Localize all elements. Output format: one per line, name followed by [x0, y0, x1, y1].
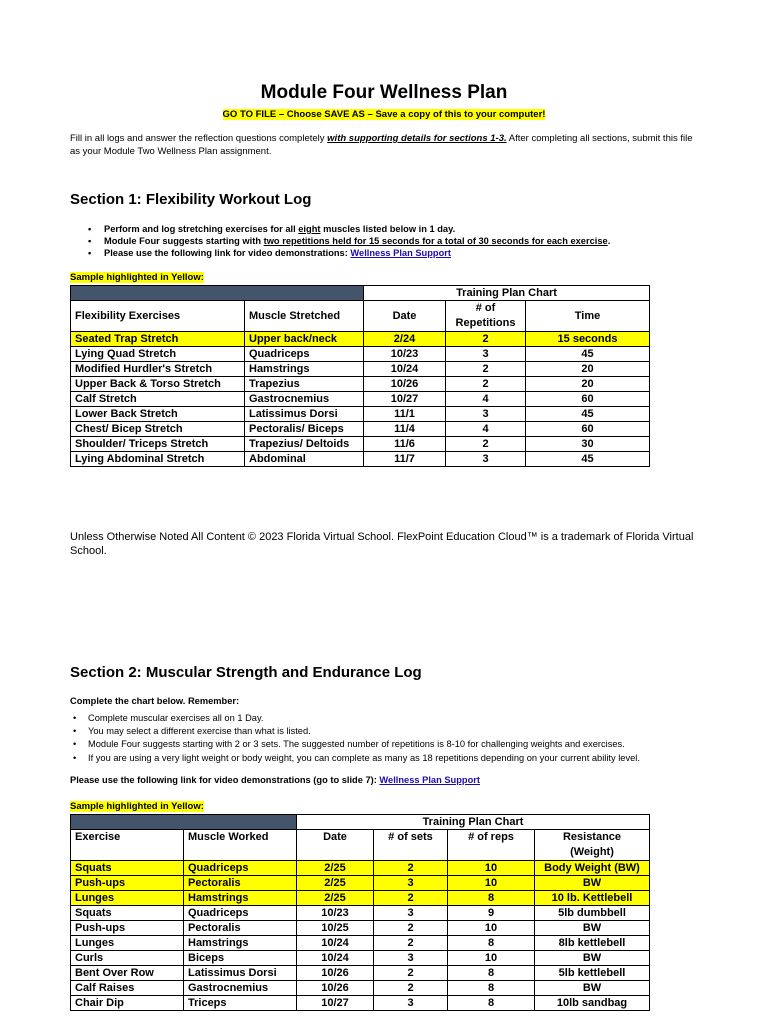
table-row: [71, 452, 650, 467]
table-row: [71, 966, 650, 981]
table-cell: Seated Trap Stretch: [71, 332, 245, 347]
table-cell: 2/25: [297, 891, 374, 906]
table-cell: Squats: [71, 906, 184, 921]
table-row: [71, 332, 650, 347]
table-row: [71, 437, 650, 452]
bullet-icon: •: [73, 739, 77, 750]
section1-heading: Section 1: Flexibility Workout Log: [70, 191, 312, 208]
table-cell: 10/24: [297, 951, 374, 966]
column-header: # of reps: [448, 830, 535, 861]
table-cell: Chest/ Bicep Stretch: [71, 422, 245, 437]
table-cell: 2/24: [364, 332, 446, 347]
column-header: [446, 301, 526, 332]
column-header: Exercise: [71, 830, 184, 861]
table-cell: 4: [446, 392, 526, 407]
table-cell: 2/25: [297, 861, 374, 876]
table-cell: 2/25: [297, 876, 374, 891]
column-header: Date: [364, 301, 446, 332]
bullet-text: .: [607, 236, 611, 247]
table-cell: Push-ups: [71, 876, 184, 891]
table-cell: Lunges: [71, 936, 184, 951]
table-cell: BW: [535, 876, 650, 891]
table-cell: Pectoralis: [184, 921, 297, 936]
table-cell: 10: [448, 876, 535, 891]
table-cell: 45: [526, 407, 650, 422]
table-cell: 8: [448, 996, 535, 1011]
table-cell: 10/27: [364, 392, 446, 407]
table-cell: Quadriceps: [245, 347, 364, 362]
column-header: Time: [526, 301, 650, 332]
table-cell: 20: [526, 362, 650, 377]
table-cell: 3: [446, 452, 526, 467]
table-cell: Gastrocnemius: [184, 981, 297, 996]
table-row: [71, 861, 650, 876]
flexibility-training-table: [70, 285, 650, 467]
table-cell: BW: [535, 951, 650, 966]
table-cell: 10/24: [297, 936, 374, 951]
table-cell: Gastrocnemius: [245, 392, 364, 407]
table-cell: 10lb sandbag: [535, 996, 650, 1011]
table-cell: 10/26: [364, 377, 446, 392]
table-cell: Triceps: [184, 996, 297, 1011]
section1-sample-label: [70, 272, 204, 283]
table-cell: Shoulder/ Triceps Stretch: [71, 437, 245, 452]
table-cell: Upper Back & Torso Stretch: [71, 377, 245, 392]
bullet-emph: two repetitions held for 15 seconds for a total of 30 seconds for each exercise: [263, 236, 608, 247]
table-cell: 2: [446, 437, 526, 452]
table-cell: 5lb kettlebell: [535, 966, 650, 981]
save-instruction-text: GO TO FILE – Choose SAVE AS – Save a copy of this to your computer!: [222, 109, 546, 120]
sample-label-text: Sample highlighted in Yellow:: [70, 801, 204, 812]
table-cell: 3: [446, 347, 526, 362]
table-cell: Hamstrings: [184, 891, 297, 906]
table-cell: 20: [526, 377, 650, 392]
table-cell: 45: [526, 347, 650, 362]
page-title: Module Four Wellness Plan: [260, 82, 508, 103]
bullet-icon: •: [88, 224, 92, 234]
sample-label-text: Sample highlighted in Yellow:: [70, 272, 204, 283]
list-item: [70, 725, 710, 738]
bullet-icon: •: [73, 713, 77, 723]
table-cell: Quadriceps: [184, 906, 297, 921]
table-row: [71, 392, 650, 407]
table-row: [71, 407, 650, 422]
wellness-plan-support-link[interactable]: Wellness Plan Support: [379, 775, 480, 785]
table-cell: 2: [374, 981, 448, 996]
table-cell: 11/1: [364, 407, 446, 422]
table-row: [71, 422, 650, 437]
table-cell: Lunges: [71, 891, 184, 906]
table-cell: 4: [446, 422, 526, 437]
table-cell: 8: [448, 966, 535, 981]
table-cell: Squats: [71, 861, 184, 876]
table-cell: 10: [448, 921, 535, 936]
column-header-text: # of Repetitions: [455, 302, 516, 329]
table-cell: Body Weight (BW): [535, 861, 650, 876]
column-header: Muscle Worked: [184, 830, 297, 861]
table-cell: 2: [446, 377, 526, 392]
table-row: [71, 876, 650, 891]
column-header: Flexibility Exercises: [71, 301, 245, 332]
list-item: [70, 247, 710, 259]
table-cell: 10/24: [364, 362, 446, 377]
column-header-line: Resistance: [562, 831, 622, 843]
list-item: [70, 712, 710, 725]
table-cell: 30: [526, 437, 650, 452]
table-cell: Abdominal: [245, 452, 364, 467]
table-cell: Quadriceps: [184, 861, 297, 876]
chart-title: Training Plan Chart: [364, 286, 650, 301]
column-header: Muscle Stretched: [245, 301, 364, 332]
table-cell: Hamstrings: [245, 362, 364, 377]
table-cell: 3: [374, 996, 448, 1011]
section2-link-line: [70, 775, 710, 785]
table-row: [71, 981, 650, 996]
table-cell: 2: [374, 861, 448, 876]
bullet-text: muscles listed below in 1 day.: [320, 224, 456, 234]
bullet-text: Module Four suggests starting with 2 or 3 sets. The suggested number of repetitions is 8-10 for challenging weights and exercises.: [88, 739, 625, 750]
column-header: # of sets: [374, 830, 448, 861]
strength-training-table: [70, 814, 650, 1011]
table-cell: 2: [374, 936, 448, 951]
bullet-text: Perform and log stretching exercises for all: [104, 224, 299, 234]
list-item: [70, 223, 710, 235]
bullet-text: Complete muscular exercises all on 1 Day.: [88, 713, 264, 723]
table-cell: 3: [374, 876, 448, 891]
bullet-icon: •: [88, 248, 92, 259]
table-cell: 15 seconds: [526, 332, 650, 347]
table-cell: 10/26: [297, 966, 374, 981]
table-cell: 10 lb. Kettlebell: [535, 891, 650, 906]
table-cell: 11/4: [364, 422, 446, 437]
table-cell: 3: [374, 951, 448, 966]
table-cell: 60: [526, 422, 650, 437]
intro-paragraph: [70, 133, 700, 158]
table-row: [71, 921, 650, 936]
table-cell: 11/7: [364, 452, 446, 467]
table-cell: 9: [448, 906, 535, 921]
table-cell: Curls: [71, 951, 184, 966]
bullet-icon: •: [73, 752, 77, 763]
link-line-text: Please use the following link for video demonstrations (go to slide 7):: [70, 775, 380, 785]
table-cell: Biceps: [184, 951, 297, 966]
table-header-blank: [71, 815, 297, 830]
table-cell: 10/27: [297, 996, 374, 1011]
section2-heading: Section 2: Muscular Strength and Endurance Log: [70, 664, 422, 681]
table-cell: 2: [374, 891, 448, 906]
list-item: [70, 738, 710, 751]
section1-bullets: [70, 223, 710, 260]
table-row: [71, 891, 650, 906]
table-cell: Calf Raises: [71, 981, 184, 996]
bullet-text: Please use the following link for video demonstrations:: [104, 248, 351, 259]
table-cell: Pectoralis/ Biceps: [245, 422, 364, 437]
table-cell: 2: [374, 966, 448, 981]
table-cell: Latissimus Dorsi: [184, 966, 297, 981]
table-row: [71, 362, 650, 377]
table-cell: 3: [374, 906, 448, 921]
table-row: [71, 936, 650, 951]
table-cell: Chair Dip: [71, 996, 184, 1011]
table-cell: 2: [446, 332, 526, 347]
column-header-line: (Weight): [570, 846, 614, 858]
table-row: [71, 996, 650, 1011]
list-item: [70, 752, 710, 765]
table-cell: Modified Hurdler's Stretch: [71, 362, 245, 377]
table-cell: 10/25: [297, 921, 374, 936]
bullet-icon: •: [73, 726, 77, 737]
table-cell: Pectoralis: [184, 876, 297, 891]
table-cell: 8: [448, 891, 535, 906]
table-cell: 45: [526, 452, 650, 467]
table-row: [71, 906, 650, 921]
table-cell: 3: [446, 407, 526, 422]
table-cell: Upper back/neck: [245, 332, 364, 347]
bullet-text: Module Four suggests starting with: [104, 236, 264, 247]
section2-intro: Complete the chart below. Remember:: [70, 696, 240, 706]
section2-sample-label: [70, 801, 204, 812]
table-cell: Push-ups: [71, 921, 184, 936]
column-header: Date: [297, 830, 374, 861]
table-cell: Trapezius/ Deltoids: [245, 437, 364, 452]
intro-text-after: After completing all sections, submit this file as your Module Two Wellness Plan assignment.: [70, 133, 693, 157]
table-cell: Hamstrings: [184, 936, 297, 951]
table-cell: Lying Abdominal Stretch: [71, 452, 245, 467]
table-cell: 10: [448, 861, 535, 876]
table-cell: 2: [374, 921, 448, 936]
table-cell: 11/6: [364, 437, 446, 452]
table-cell: Lying Quad Stretch: [71, 347, 245, 362]
list-item: [70, 235, 710, 247]
table-row: [71, 377, 650, 392]
table-cell: Calf Stretch: [71, 392, 245, 407]
bullet-emph: eight: [298, 224, 321, 234]
table-cell: 2: [446, 362, 526, 377]
table-row: [71, 347, 650, 362]
table-cell: Lower Back Stretch: [71, 407, 245, 422]
bullet-text: If you are using a very light weight or body weight, you can complete as many as 18 repetitions depending on your current ability level.: [88, 752, 640, 763]
wellness-plan-support-link[interactable]: Wellness Plan Support: [350, 248, 451, 259]
column-header: [535, 830, 650, 861]
table-cell: 60: [526, 392, 650, 407]
table-cell: Trapezius: [245, 377, 364, 392]
table-cell: 8: [448, 936, 535, 951]
table-cell: BW: [535, 981, 650, 996]
table-header-blank: [71, 286, 364, 301]
table-cell: BW: [535, 921, 650, 936]
table-cell: 5lb dumbbell: [535, 906, 650, 921]
bullet-icon: •: [88, 236, 92, 247]
bullet-text: You may select a different exercise than what is listed.: [88, 726, 311, 737]
save-instruction: [0, 109, 768, 120]
chart-title: Training Plan Chart: [297, 815, 650, 830]
table-cell: Latissimus Dorsi: [245, 407, 364, 422]
intro-text-emphasis: with supporting details for sections 1-3.: [327, 133, 507, 144]
copyright-footer: Unless Otherwise Noted All Content © 2023 Florida Virtual School. FlexPoint Education Cloud™ is a trademark of Florida Virtual School.: [70, 531, 694, 557]
table-cell: 8lb kettlebell: [535, 936, 650, 951]
table-cell: 10/23: [297, 906, 374, 921]
table-row: [71, 951, 650, 966]
table-cell: Bent Over Row: [71, 966, 184, 981]
section2-bullets: [70, 712, 710, 765]
table-cell: 10/26: [297, 981, 374, 996]
table-cell: 8: [448, 981, 535, 996]
table-cell: 10/23: [364, 347, 446, 362]
table-cell: 10: [448, 951, 535, 966]
intro-text-before: Fill in all logs and answer the reflection questions completely: [70, 133, 328, 144]
